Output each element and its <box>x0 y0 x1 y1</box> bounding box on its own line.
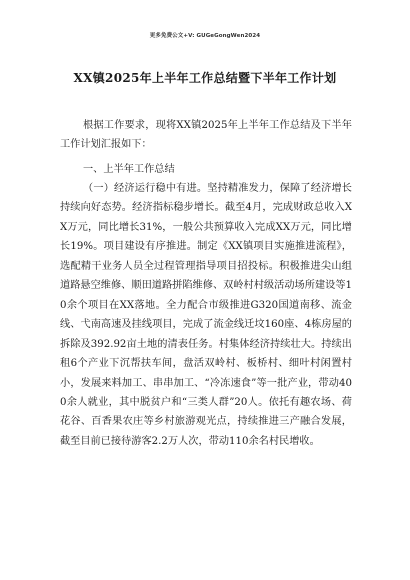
section-heading: 一、上半年工作总结 <box>83 164 175 175</box>
body-paragraph: （一）经济运行稳中有进。坚持精准发力，保障了经济增长持续向好态势。经济指标稳步增长。截至4月，完成财政总收入XX万元，同比增长31%，一般公共预算收入完成XX万元，同比增长19%。项目建设有序推进。制定《XX镇项目实施推进流程》，选配精干业务人员全过程管理指导项目招投标。积极推进尖山组道路悬空维修、顺田道路拼陷维修、双岭村村级活动场所建设等10余个项目在XX落地。全力配合市级推进G320国道南移、流金线、弋南高速及挂线项目，完成了流金线迁坟160座、4栋房屋的拆除及392.92亩土地的清表任务。村集体经济持续壮大。持续出租6个产业下沉帮扶车间，盘活双岭村、板桥村、细叶村闲置村小，发展来料加工、串串加工、“冷冻速食”等一批产业，带动400余人就业，其中脱贫户和“三类人群”20人。依托有趣农场、荷花谷、百香果农庄等乡村旅游观光点，持续推进三产融合发展，截至目前已接待游客2.2万人次，带动110余名村民增收。 <box>60 183 352 447</box>
header-note: 更多免费公文+V: GUGeGongWen2024 <box>149 33 261 39</box>
document-title: XX镇2025年上半年工作总结暨下半年工作计划 <box>73 71 337 85</box>
intro-paragraph: 根据工作要求，现将XX镇2025年上半年工作总结及下半年工作计划汇报如下： <box>60 120 352 151</box>
